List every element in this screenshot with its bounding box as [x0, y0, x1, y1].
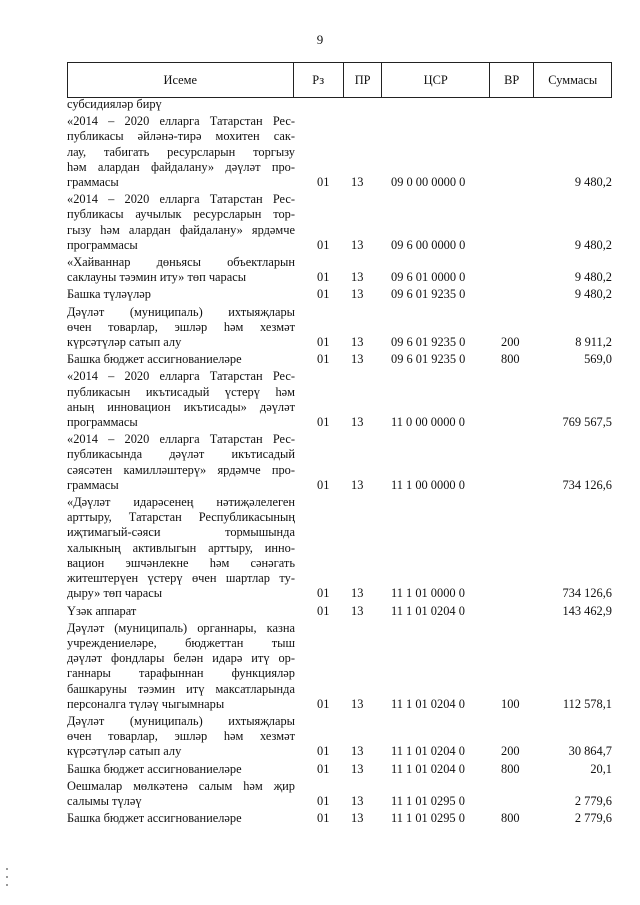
row-sum: 9 480,2: [574, 175, 612, 190]
row-pr: 13: [351, 586, 364, 601]
col-vr-header: ВР: [489, 63, 533, 98]
row-name-line: вацион эшчәнлекне һәм сәнәгать: [67, 555, 295, 570]
row-sum: 734 126,6: [562, 477, 612, 492]
row-name-line: «2014 – 2020 елларга Татарстан Рес-: [67, 432, 295, 447]
row-name-line: Башка бюджет ассигнованиеләре: [67, 811, 242, 826]
row-name-line: программасы: [67, 415, 138, 430]
col-sum-header: Суммасы: [534, 63, 612, 98]
row-name-line: программасы: [67, 237, 138, 252]
row-csr: 11 0 00 0000 0: [391, 415, 465, 430]
row-rz: 01: [317, 811, 330, 826]
row-sum: 9 480,2: [574, 237, 612, 252]
row-rz: 01: [317, 761, 330, 776]
row-csr: 09 0 00 0000 0: [391, 175, 466, 190]
row-rz: 01: [317, 477, 330, 492]
table-header: [67, 62, 612, 98]
row-name-line: Башка бюджет ассигнованиеләре: [67, 352, 242, 367]
row-csr: 09 6 01 9235 0: [391, 352, 466, 367]
row-sum: 143 462,9: [562, 603, 612, 618]
row-name-line: граммасы: [67, 477, 119, 492]
row-pr: 13: [351, 287, 364, 302]
row-name: [67, 369, 295, 430]
row-name-line: күрсәтүләр сатып алу: [67, 744, 182, 759]
row-name-line: дыру» төп чарасы: [67, 586, 163, 601]
row-pr: 13: [351, 237, 364, 252]
table-row: [67, 97, 612, 112]
row-name-line: Дәүләт (муниципаль) органнары, казна: [67, 620, 295, 635]
row-rz: 01: [317, 793, 330, 808]
row-name: [67, 495, 295, 601]
row-name-line: саклауны тәэмин иту» төп чарасы: [67, 270, 247, 285]
row-name-line: сәясәтен камилләштерү» ярдәмче про-: [67, 462, 295, 477]
table-row: [67, 255, 612, 285]
col-name-header: Исеме: [68, 63, 294, 98]
row-name-line: күрсәтүләр сатып алу: [67, 335, 182, 350]
table-row: [67, 369, 612, 430]
row-sum: 2 779,6: [574, 811, 612, 826]
row-name-line: ганнары тарафыннан функцияләр: [67, 666, 295, 681]
table-row: [67, 287, 612, 302]
table-row: [67, 192, 612, 253]
row-rz: 01: [317, 175, 330, 190]
row-name-line: лау, табигать ресурсларын торгызу: [67, 144, 295, 159]
row-name-line: гызу һәм алардан файдалану» ярдәмче: [67, 222, 295, 237]
row-rz: 01: [317, 586, 330, 601]
row-pr: 13: [351, 175, 364, 190]
row-sum: 569,0: [584, 352, 612, 367]
row-vr: 200: [501, 744, 520, 759]
table-row: [67, 779, 612, 809]
row-name-line: арттыру, Татарстан Республикасының: [67, 510, 295, 525]
row-rz: 01: [317, 696, 330, 711]
row-name-line: публикасы әйләнә-тирә мохитен сак-: [67, 129, 295, 144]
row-csr: 11 1 01 0204 0: [391, 696, 465, 711]
row-pr: 13: [351, 335, 364, 350]
row-name-line: «2014 – 2020 елларга Татарстан Рес-: [67, 114, 295, 129]
table-row: [67, 432, 612, 493]
margin-dot: [6, 868, 8, 870]
row-name: [67, 432, 295, 493]
row-csr: 11 1 01 0204 0: [391, 603, 465, 618]
row-name-line: өчен товарлар, эшләр һәм хезмәт: [67, 319, 295, 334]
row-name-line: субсидияләр бирү: [67, 97, 162, 111]
row-name: [67, 714, 295, 760]
row-sum: 20,1: [590, 761, 612, 776]
row-name: [67, 192, 295, 253]
row-rz: 01: [317, 415, 330, 430]
row-csr: 09 6 01 0000 0: [391, 270, 466, 285]
row-sum: 769 567,5: [562, 415, 612, 430]
row-name-line: Дәүләт (муниципаль) ихтыяҗлары: [67, 713, 295, 728]
row-pr: 13: [351, 744, 364, 759]
row-name-line: персоналга түләү чыгымнары: [67, 696, 225, 711]
margin-dot: [6, 884, 8, 886]
row-name-line: публикасын икътисадый үстерү һәм: [67, 384, 295, 399]
page-number: 9: [316, 32, 324, 47]
row-name-line: граммасы: [67, 175, 119, 190]
row-name: [67, 779, 295, 809]
row-rz: 01: [317, 335, 330, 350]
row-name-line: башкаруны тәэмин итү максатларында: [67, 681, 295, 696]
row-name-line: өчен товарлар, эшләр һәм хезмәт: [67, 729, 295, 744]
row-vr: 800: [501, 352, 520, 367]
table-body: [67, 97, 612, 828]
row-pr: 13: [351, 793, 364, 808]
row-name-line: публикасы аучылык ресурсларын тор-: [67, 207, 295, 222]
row-name: [67, 604, 295, 619]
row-name-line: Башка бюджет ассигнованиеләре: [67, 761, 242, 776]
row-name-line: һәм алардан файдалану» дәүләт про-: [67, 159, 295, 174]
row-name-line: «Дәүләт идарәсенең нәтиҗәлелеген: [67, 495, 295, 510]
row-csr: 11 1 00 0000 0: [391, 477, 465, 492]
col-rz-header: Рз: [293, 63, 343, 98]
row-name: [67, 762, 295, 777]
row-csr: 09 6 00 0000 0: [391, 237, 466, 252]
row-pr: 13: [351, 415, 364, 430]
table-row: [67, 621, 612, 712]
row-sum: 9 480,2: [574, 270, 612, 285]
row-name-line: Оешмалар мөлкәтенә салым һәм җир: [67, 778, 295, 793]
row-pr: 13: [351, 270, 364, 285]
table-row: [67, 762, 612, 777]
row-pr: 13: [351, 696, 364, 711]
table-row: [67, 811, 612, 826]
row-rz: 01: [317, 603, 330, 618]
table-row: [67, 114, 612, 190]
row-sum: 9 480,2: [574, 287, 612, 302]
row-name-line: Башка түләүләр: [67, 287, 151, 302]
row-rz: 01: [317, 270, 330, 285]
row-csr: 09 6 01 9235 0: [391, 287, 466, 302]
row-csr: 11 1 01 0295 0: [391, 793, 465, 808]
row-name-line: публикасында дәүләт икътисадый: [67, 447, 295, 462]
table-row: [67, 604, 612, 619]
table-row: [67, 714, 612, 760]
row-name-line: Дәүләт (муниципаль) ихтыяҗлары: [67, 304, 295, 319]
row-sum: 2 779,6: [574, 793, 612, 808]
row-name-line: «2014 – 2020 елларга Татарстан Рес-: [67, 369, 295, 384]
row-name: [67, 352, 295, 367]
row-rz: 01: [317, 237, 330, 252]
row-csr: 11 1 01 0204 0: [391, 744, 465, 759]
row-vr: 100: [501, 696, 520, 711]
row-name-line: «Хайваннар дөньясы объектларын: [67, 255, 295, 270]
row-name-line: учреждениеләре, бюджеттан тыш: [67, 635, 295, 650]
row-name-line: салымы түләү: [67, 793, 142, 808]
row-sum: 8 911,2: [575, 335, 612, 350]
row-vr: 800: [501, 811, 520, 826]
row-vr: 200: [501, 335, 520, 350]
row-csr: 11 1 01 0295 0: [391, 811, 465, 826]
row-name-line: иҗтимагый-сәяси тормышында: [67, 525, 295, 540]
table-row: [67, 495, 612, 601]
col-csr-header: ЦСР: [382, 63, 490, 98]
row-rz: 01: [317, 352, 330, 367]
row-pr: 13: [351, 603, 364, 618]
row-name-line: аның инновацион икътисады» дәүләт: [67, 399, 295, 414]
row-name: [67, 114, 295, 190]
row-sum: 30 864,7: [568, 744, 612, 759]
row-name: [67, 255, 295, 285]
row-name-line: халыкның активлыгын арттыру, инно-: [67, 540, 295, 555]
row-sum: 112 578,1: [562, 696, 612, 711]
row-pr: 13: [351, 761, 364, 776]
row-name-line: Үзәк аппарат: [67, 603, 137, 618]
row-vr: 800: [501, 761, 520, 776]
table-row: [67, 305, 612, 351]
margin-dot: [6, 876, 8, 878]
row-name: [67, 287, 295, 302]
col-pr-header: ПР: [343, 63, 382, 98]
row-csr: 11 1 01 0000 0: [391, 586, 465, 601]
row-name-line: «2014 – 2020 елларга Татарстан Рес-: [67, 192, 295, 207]
row-pr: 13: [351, 811, 364, 826]
row-csr: 11 1 01 0204 0: [391, 761, 465, 776]
table-row: [67, 352, 612, 367]
row-name: [67, 621, 295, 712]
row-csr: 09 6 01 9235 0: [391, 335, 466, 350]
row-name: [67, 97, 295, 112]
row-name: [67, 305, 295, 351]
row-pr: 13: [351, 352, 364, 367]
row-pr: 13: [351, 477, 364, 492]
row-name-line: житештерүен үстерү өчен шартлар ту-: [67, 571, 295, 586]
row-name-line: дәүләт фондлары белән идарә итү ор-: [67, 651, 295, 666]
row-sum: 734 126,6: [562, 586, 612, 601]
row-name: [67, 811, 295, 826]
row-rz: 01: [317, 287, 330, 302]
row-rz: 01: [317, 744, 330, 759]
